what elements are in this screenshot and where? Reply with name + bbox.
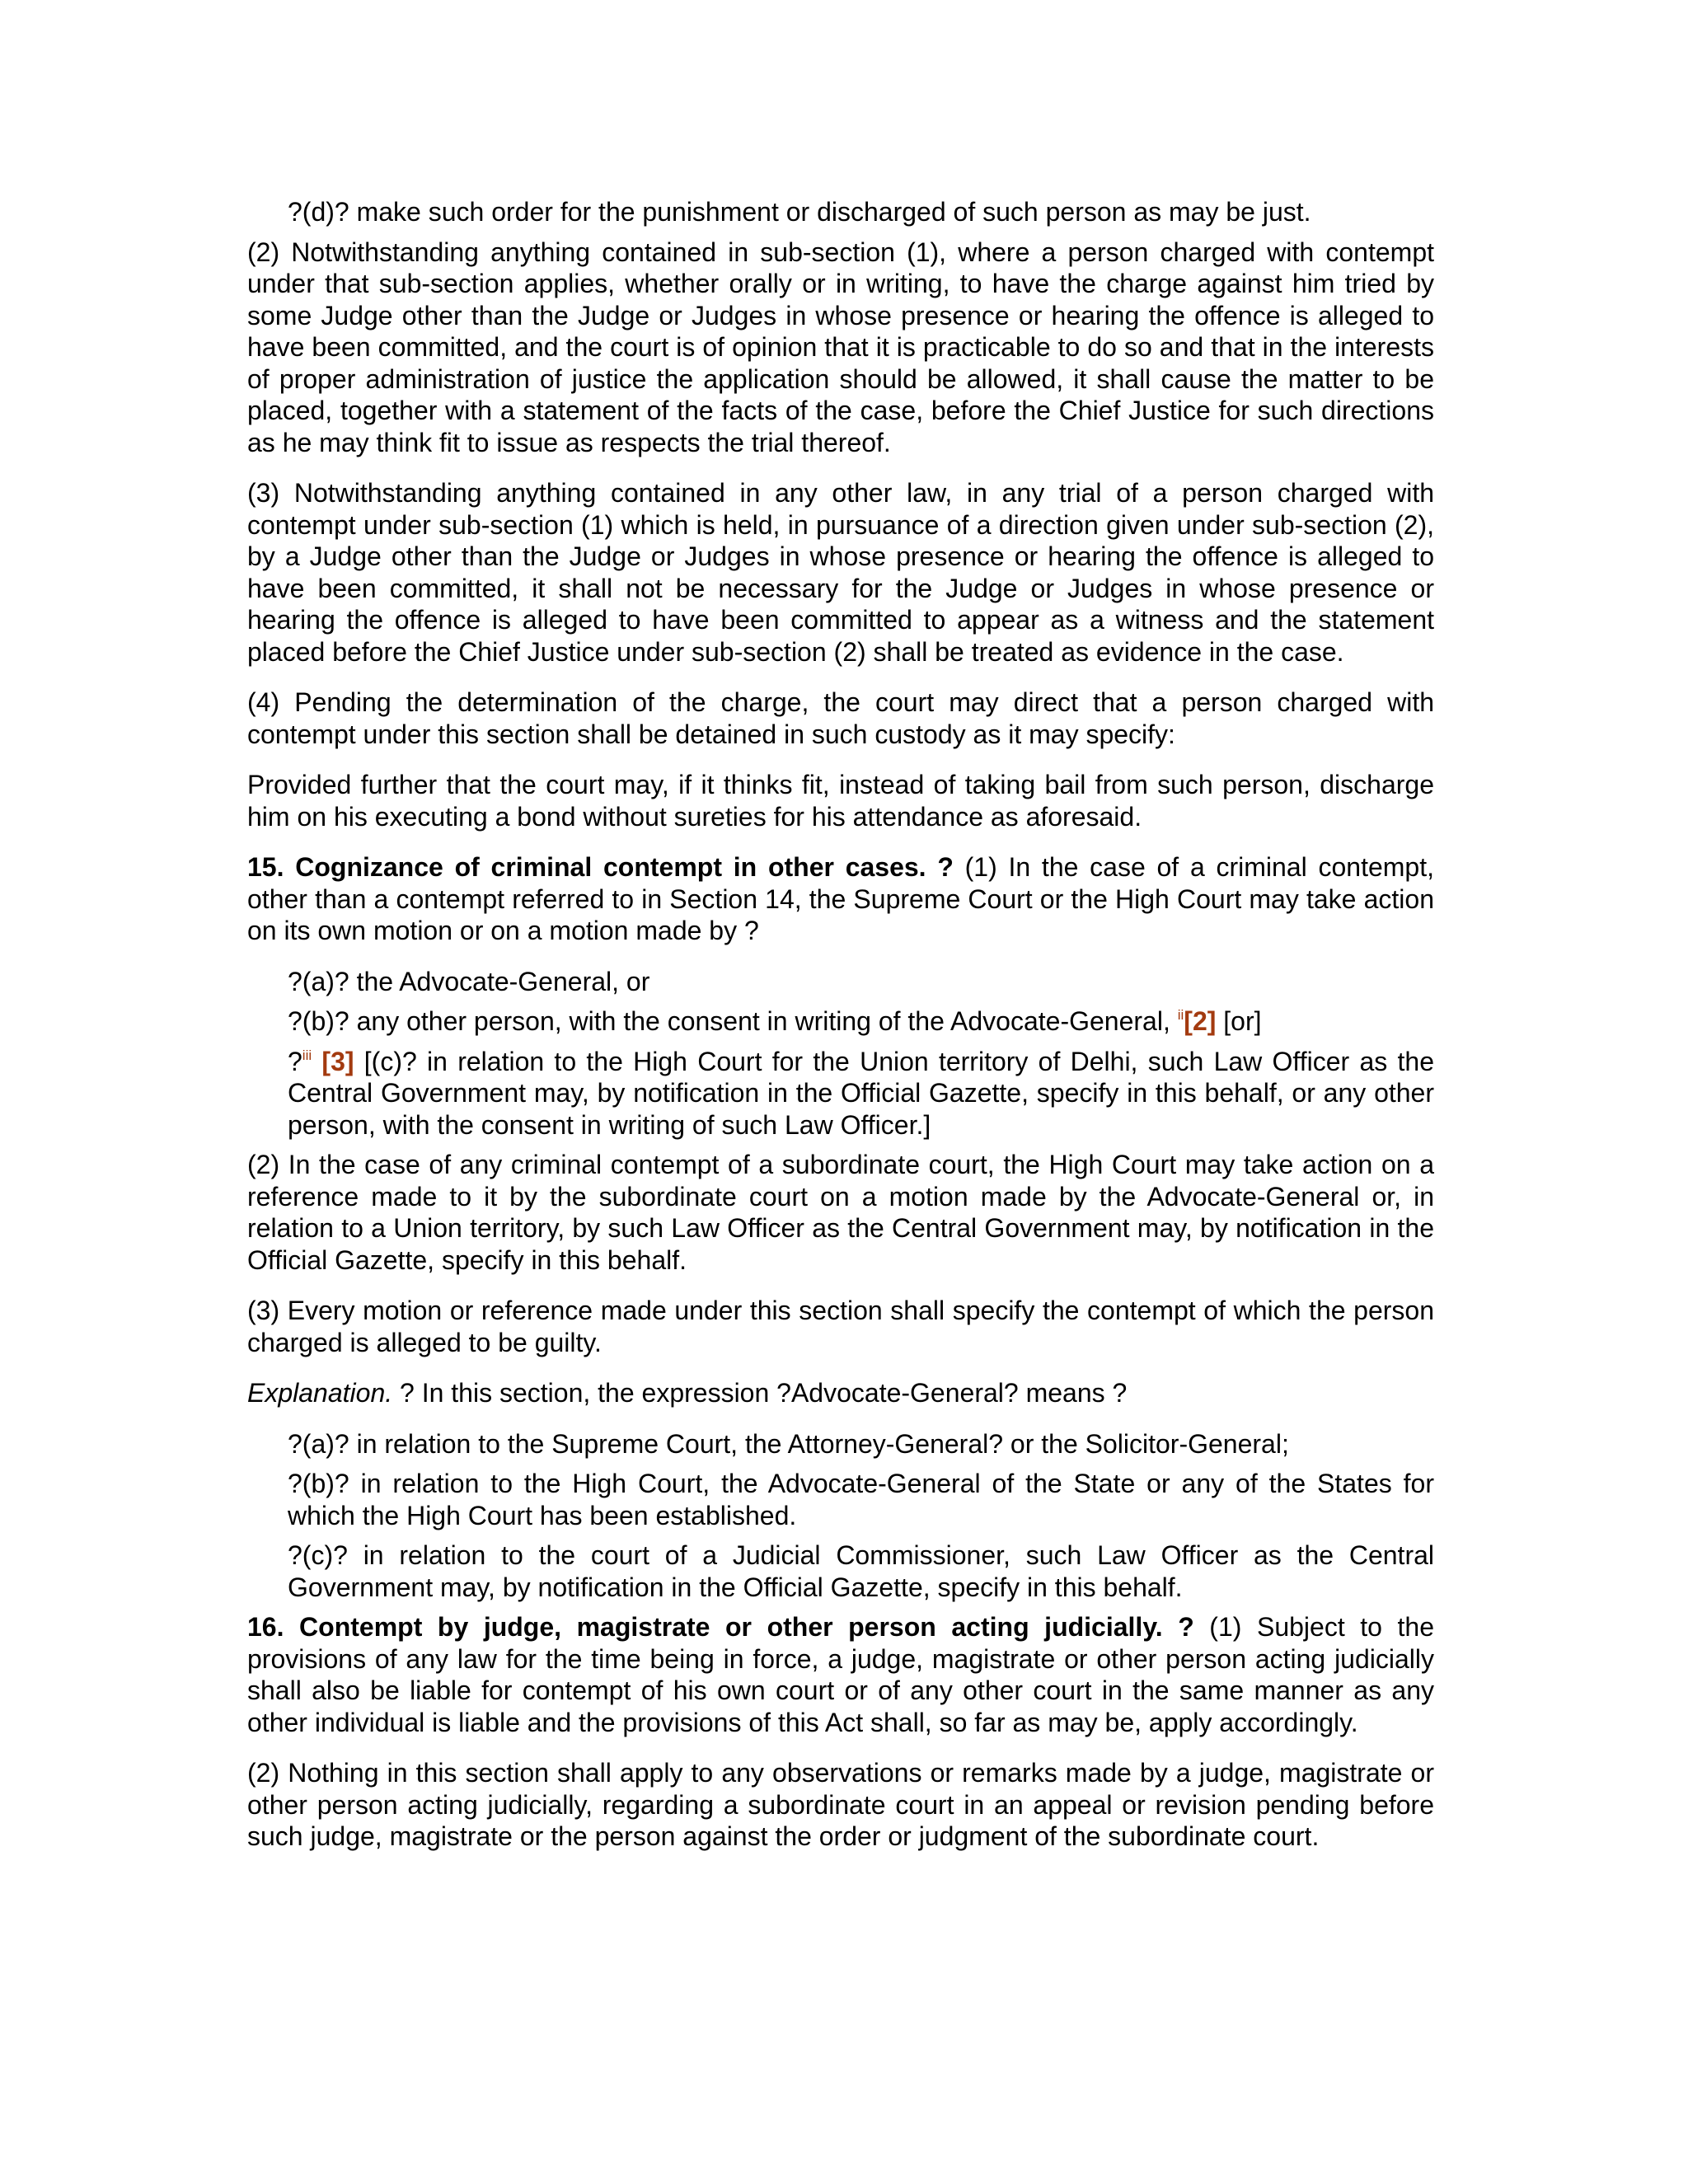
clause-text: ?(a)? the Advocate-General, or bbox=[288, 966, 650, 996]
paragraph-text: (1) Subject to the provisions of any law for the time being in force, a judge, magistrate or other person acting judicially shall also be liable for contempt of his own court or of any other court in the same manner as any other individual is liable and the provisions of this Act shall, so far as may be, apply accordingly. bbox=[247, 1612, 1435, 1737]
clause-text: ?(a)? in relation to the Supreme Court, the Attorney-General? or the Solicitor-General; bbox=[288, 1428, 1289, 1459]
paragraph-text: (3) Every motion or reference made under this section shall specify the contempt of which the person charged is alleged to be guilty. bbox=[247, 1296, 1434, 1357]
paragraph-text: (2) Notwithstanding anything contained in sub-section (1), where a person charged with contempt under that sub-section applies, whether orally or in writing, to have the charge against him tried by some Judge other than the Judge or Judges in whose presence or hearing the offence is alleged to have been committed, and the court is of opinion that it is practicable to do so and that in the interests of proper administration of justice the application should be allowed, it shall cause the matter to be placed, together with a statement of the facts of the case, before the Chief Justice for such directions as he may think fit to issue as respects the trial thereof. bbox=[247, 237, 1434, 457]
clause-c-delhi bbox=[247, 1046, 1434, 1141]
section-16-subsection-2 bbox=[247, 1757, 1434, 1853]
document-body bbox=[247, 196, 1434, 1853]
clause-d-punishment bbox=[247, 196, 1434, 228]
explanation-clause-a bbox=[247, 1428, 1434, 1460]
clause-text: [(c)? in relation to the High Court for the Union territory of Delhi, such Law Officer as the Central Government may, by notification in the Official Gazette, specify in this behalf, or any other person, with the consent in writing of such Law Officer.] bbox=[288, 1046, 1435, 1140]
section-15 bbox=[247, 851, 1434, 947]
clause-text: ?(d)? make such order for the punishment or discharged of such person as may be just. bbox=[288, 197, 1311, 227]
footnote-marker[interactable]: ii bbox=[1177, 1007, 1184, 1023]
clause-text: ?(b)? in relation to the High Court, the Advocate-General of the State or any of the States for which the High Court has been established. bbox=[288, 1469, 1434, 1530]
paragraph-text: Provided further that the court may, if it thinks fit, instead of taking bail from such person, discharge him on his executing a bond without sureties for his attendance as aforesaid. bbox=[247, 770, 1434, 832]
section-16-heading: 16. Contempt by judge, magistrate or other person acting judicially. ? bbox=[247, 1612, 1194, 1642]
paragraph-text: ? In this section, the expression ?Advocate-General? means ? bbox=[392, 1378, 1128, 1408]
clause-b-other-person bbox=[247, 1005, 1434, 1038]
subsection-3-evidence bbox=[247, 477, 1434, 668]
explanation-clause-b bbox=[247, 1468, 1434, 1531]
section-15-heading: 15. Cognizance of criminal contempt in other cases. ? bbox=[247, 852, 954, 882]
footnote-link[interactable]: [3] bbox=[321, 1046, 354, 1076]
subsection-2-transfer-trial bbox=[247, 237, 1434, 459]
subsection-2-subordinate-court bbox=[247, 1149, 1434, 1276]
explanation bbox=[247, 1377, 1434, 1409]
footnote-link[interactable]: [2] bbox=[1184, 1006, 1217, 1036]
subsection-4-custody bbox=[247, 687, 1434, 750]
footnote-marker[interactable]: iii bbox=[302, 1047, 312, 1063]
clause-tail: [or] bbox=[1216, 1006, 1262, 1036]
paragraph-text: (4) Pending the determination of the charge, the court may direct that a person charged with contempt under this section shall be detained in such custody as it may specify: bbox=[247, 687, 1434, 749]
paragraph-text: (3) Notwithstanding anything contained in any other law, in any trial of a person charged with contempt under sub-section (1) which is held, in pursuance of a direction given under sub-section (2), by a Judge other than the Judge or Judges in whose presence or hearing the offence is alleged to have been committed, it shall not be necessary for the Judge or Judges in whose presence or hearing the offence is alleged to have been committed to appear as a witness and the statement placed before the Chief Justice under sub-section (2) shall be treated as evidence in the case. bbox=[247, 478, 1434, 667]
section-16 bbox=[247, 1611, 1434, 1738]
explanation-clause-c bbox=[247, 1540, 1434, 1603]
paragraph-text: (1) In the case of a criminal contempt, other than a contempt referred to in Section 14, the Supreme Court or the High Court may take action on its own motion or on a motion made by ? bbox=[247, 852, 1435, 945]
paragraph-text: (2) Nothing in this section shall apply to any observations or remarks made by a judge, magistrate or other person acting judicially, regarding a subordinate court in an appeal or revision pending before such judge, magistrate or the person against the order or judgment of the subordinate court. bbox=[247, 1758, 1434, 1851]
explanation-label: Explanation. bbox=[247, 1378, 393, 1408]
subsection-3-motion bbox=[247, 1295, 1434, 1358]
proviso-bond bbox=[247, 769, 1434, 832]
paragraph-text: (2) In the case of any criminal contempt of a subordinate court, the High Court may take action on a reference made to it by the subordinate court on a motion made by the Advocate-General or, in relation to a Union territory, by such Law Officer as the Central Government may, by notification in the Official Gazette, specify in this behalf. bbox=[247, 1150, 1434, 1275]
clause-text: ?(c)? in relation to the court of a Judicial Commissioner, such Law Officer as the Central Government may, by notification in the Official Gazette, specify in this behalf. bbox=[288, 1540, 1434, 1602]
clause-lead: ? bbox=[288, 1046, 302, 1076]
clause-text: ?(b)? any other person, with the consent in writing of the Advocate-General, bbox=[288, 1006, 1178, 1036]
clause-a-advocate-general bbox=[247, 966, 1434, 998]
